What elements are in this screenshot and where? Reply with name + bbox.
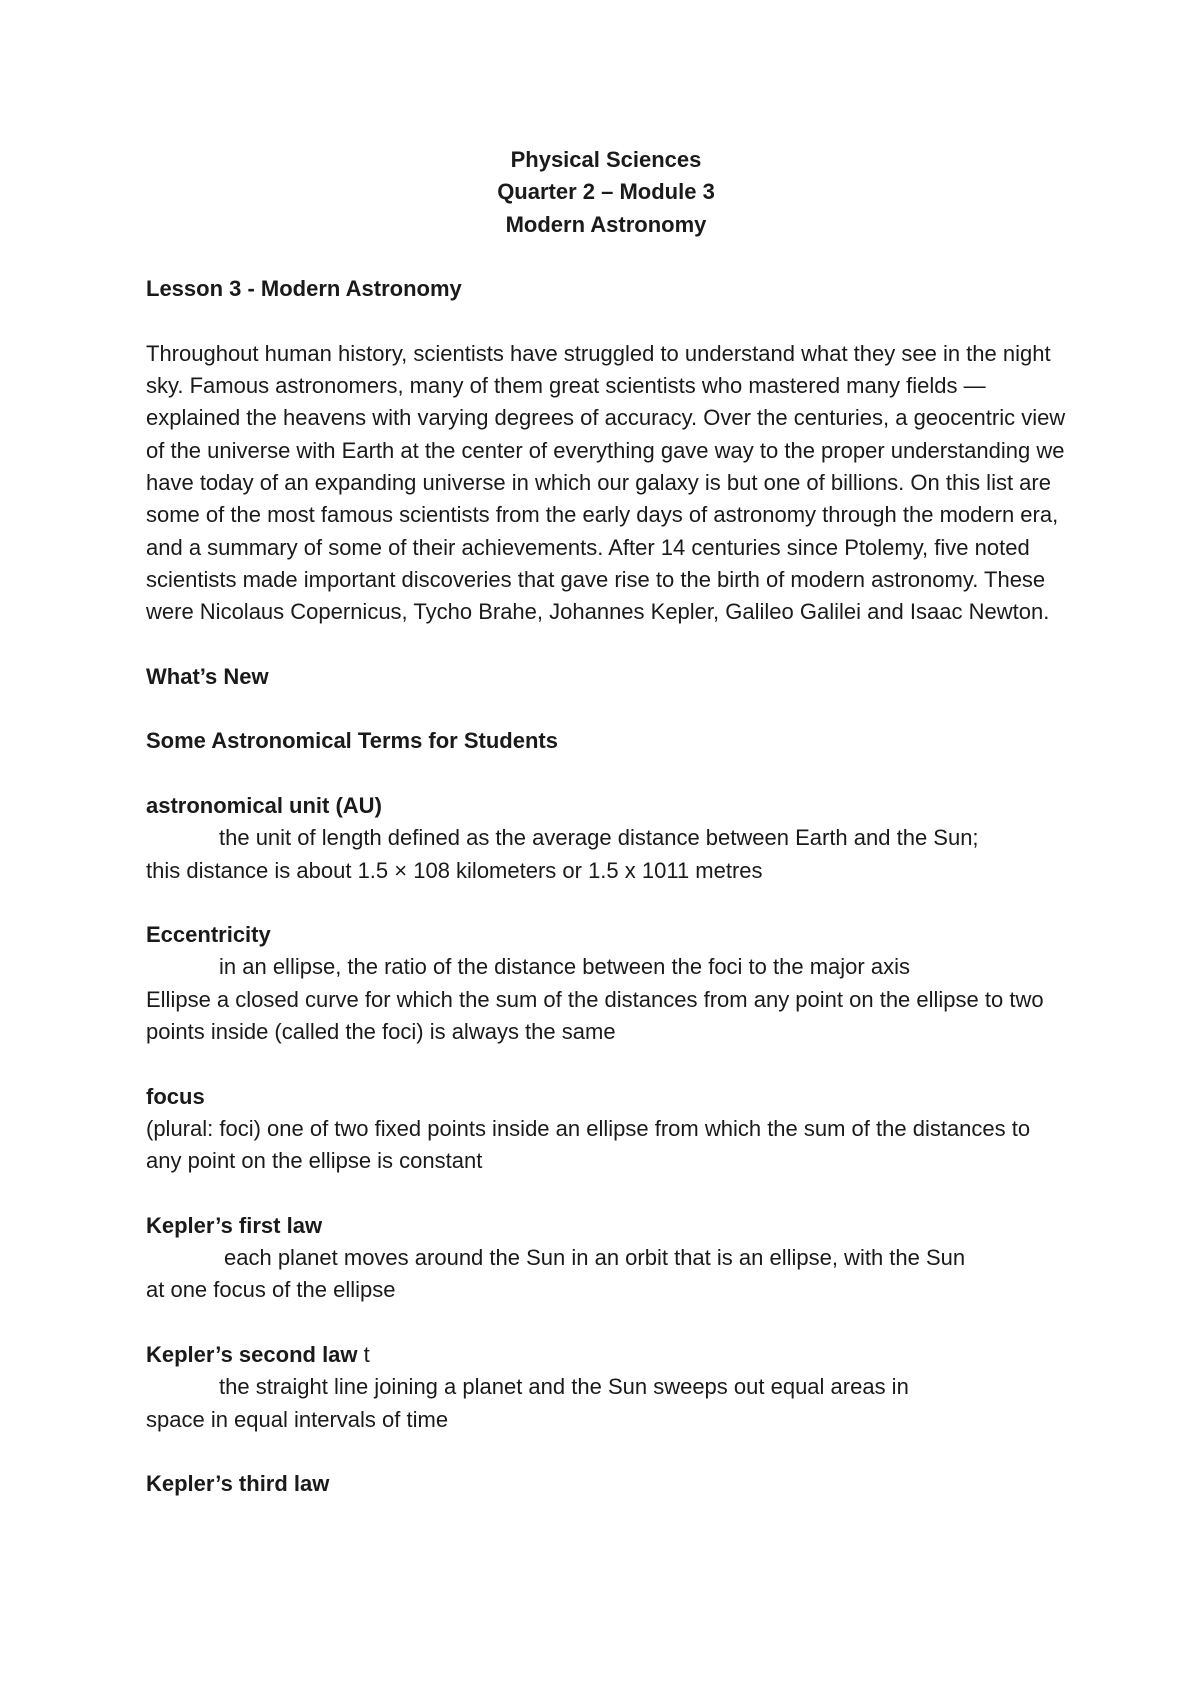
term-definition-line: space in equal intervals of time bbox=[146, 1406, 449, 1432]
term-definition-line: at one focus of the ellipse bbox=[146, 1277, 396, 1303]
term-definition-line: the unit of length defined as the average distance between Earth and the Sun; bbox=[219, 825, 979, 851]
term-definition-line: each planet moves around the Sun in an orbit that is an ellipse, with the Sun bbox=[224, 1245, 966, 1271]
module-name-title: Modern Astronomy bbox=[505, 211, 707, 237]
term-definition-line: Ellipse a closed curve for which the sum of the distances from any point on the ellipse to two points inside (called the foci) is always the same bbox=[146, 986, 1044, 1045]
term-heading-focus bbox=[146, 1081, 1066, 1113]
term-suffix: t bbox=[357, 1341, 370, 1367]
whats-new-heading: What’s New bbox=[146, 663, 269, 689]
term-heading-kepler-third bbox=[146, 1468, 1066, 1500]
term-name: Kepler’s third law bbox=[146, 1471, 330, 1497]
quarter-module-title: Quarter 2 – Module 3 bbox=[497, 179, 715, 205]
term-name: astronomical unit (AU) bbox=[146, 792, 382, 818]
term-name: Kepler’s first law bbox=[146, 1212, 323, 1238]
term-heading-eccentricity bbox=[146, 919, 1066, 951]
term-definition-line: (plural: foci) one of two fixed points inside an ellipse from which the sum of the distances to any point on the ellipse is constant bbox=[146, 1115, 1031, 1174]
document-page bbox=[146, 144, 1066, 1500]
document-title-block bbox=[146, 144, 1066, 241]
term-heading-kepler-first bbox=[146, 1210, 1066, 1242]
term-name: Kepler’s second law bbox=[146, 1341, 358, 1367]
lesson-heading: Lesson 3 - Modern Astronomy bbox=[146, 276, 462, 302]
lesson-paragraph: Throughout human history, scientists have struggled to understand what they see in the night sky. Famous astronomers, many of them great scientists who mastered many fields — explained the heavens with varying degrees of accuracy. Over the centuries, a geocentric view of the universe with Earth at the center of everything gave way to the proper understanding we have today of an expanding universe in which our galaxy is but one of billions. On this list are some of the most famous scientists from the early days of astronomy through the modern era, and a summary of some of their achievements. After 14 centuries since Ptolemy, five noted scientists made important discoveries that gave rise to the birth of modern astronomy. These were Nicolaus Copernicus, Tycho Brahe, Johannes Kepler, Galileo Galilei and Isaac Newton. bbox=[146, 340, 1066, 625]
term-heading-kepler-second bbox=[146, 1339, 1066, 1371]
term-definition-line: this distance is about 1.5 × 108 kilometers or 1.5 x 1011 metres bbox=[146, 857, 763, 883]
term-name: Eccentricity bbox=[146, 922, 271, 948]
term-definition-line: the straight line joining a planet and the Sun sweeps out equal areas in bbox=[219, 1374, 909, 1400]
subject-title: Physical Sciences bbox=[510, 147, 702, 172]
term-name: focus bbox=[146, 1083, 205, 1109]
term-definition-line: in an ellipse, the ratio of the distance between the foci to the major axis bbox=[219, 954, 910, 980]
term-heading-au bbox=[146, 790, 1066, 822]
terms-subheading: Some Astronomical Terms for Students bbox=[146, 728, 558, 754]
